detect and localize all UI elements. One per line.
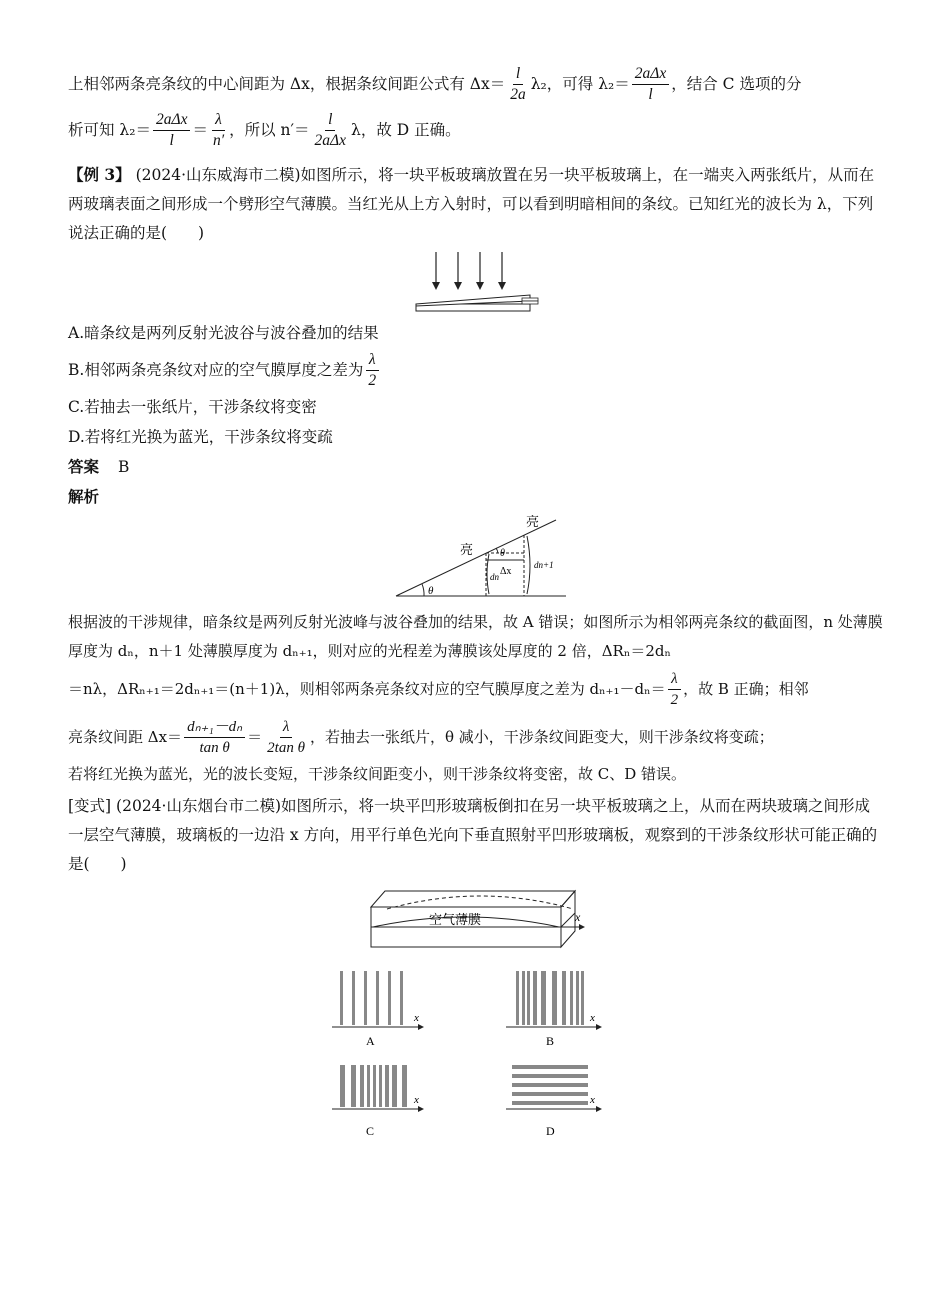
answer-label: 答案 xyxy=(68,457,100,476)
analysis-line-4: 若将红光换为蓝光，光的波长变短，干涉条纹间距变小，则干涉条纹将变密，故 C、D 错误。 xyxy=(68,765,687,783)
fraction xyxy=(210,110,227,151)
fraction-den: 2tan θ xyxy=(267,739,305,756)
label-dn: dn xyxy=(489,572,499,582)
axis-label: x xyxy=(413,1094,419,1106)
label-theta: θ xyxy=(427,585,433,597)
fraction-den: 2a xyxy=(510,85,526,103)
dn1-brace xyxy=(527,536,530,594)
text: ，所以 n′＝ xyxy=(229,121,310,139)
paper-sheet xyxy=(522,301,538,304)
analysis-label: 解析 xyxy=(68,487,100,506)
fraction-num: λ xyxy=(280,717,293,738)
wedge-line xyxy=(396,520,556,596)
example-source: (2024·山东威海市二模) xyxy=(135,166,301,184)
fraction-den: l xyxy=(169,131,174,149)
option-b xyxy=(68,348,883,392)
choice-b-fringes xyxy=(506,971,602,1048)
text: ，故 B 正确；相邻 xyxy=(683,680,809,698)
analysis-wedge-diagram xyxy=(376,514,576,604)
option-a: A.暗条纹是两列反射光波谷与波谷叠加的结果 xyxy=(68,324,379,342)
text: 析可知 λ₂＝ xyxy=(68,121,151,139)
text: 上相邻两条亮条纹的中心间距为 Δx，根据条纹间距公式有 Δx＝ xyxy=(68,75,506,93)
fraction xyxy=(668,669,682,710)
axis-label: x xyxy=(589,1094,595,1106)
variant-source: (2024·山东烟台市二模) xyxy=(116,797,282,815)
example-stem-text: 如图所示，将一块平板玻璃放置在另一块平板玻璃上，在一端夹入两张纸片，从而在两玻璃表面之间形成一个劈形空气薄膜。当红光从上方入射时，可以看到明暗相间的条纹。已知红光的波长为 λ，下列说法正确的是( ) xyxy=(68,166,875,242)
choice-label-b: B xyxy=(545,1034,554,1048)
choice-c-fringes xyxy=(332,1065,424,1138)
analysis-line-2 xyxy=(68,666,883,712)
option-c: C.若抽去一张纸片，干涉条纹将变密 xyxy=(68,398,317,416)
choice-label-c: C xyxy=(365,1124,374,1138)
glass-top-face xyxy=(371,891,575,907)
answer-value: B xyxy=(117,458,130,476)
fraction-num: 2aΔx xyxy=(632,64,669,85)
fraction-den: 2aΔx xyxy=(314,131,347,149)
fraction-num: dₙ₊₁－dₙ xyxy=(184,717,245,738)
answer-line xyxy=(68,452,883,482)
text: 亮条纹间距 Δx＝ xyxy=(68,728,183,746)
fraction xyxy=(184,717,245,758)
text: ＝ xyxy=(247,728,263,746)
fraction-den: 2 xyxy=(670,691,679,708)
fraction xyxy=(507,64,529,105)
fraction-den: 2 xyxy=(368,371,377,389)
intro-line-2 xyxy=(68,104,883,156)
plano-concave-figure xyxy=(361,883,591,953)
fraction-den: n′ xyxy=(212,131,225,149)
text: ，若抽去一张纸片，θ 减小，干涉条纹间距变大，则干涉条纹将变疏； xyxy=(309,728,774,746)
axis-label: x xyxy=(589,1012,595,1024)
option-b-text: B.相邻两条亮条纹对应的空气膜厚度之差为 xyxy=(68,361,364,379)
variant-stem xyxy=(68,792,883,879)
variant-tag: [变式] xyxy=(68,797,112,815)
fraction xyxy=(365,350,379,391)
label-bright: 亮 xyxy=(525,515,539,530)
fraction-num: l xyxy=(513,64,523,85)
option-d: D.若将红光换为蓝光，干涉条纹将变疏 xyxy=(68,428,333,446)
paper-sheet xyxy=(522,298,538,301)
text: ＝nλ，ΔRₙ₊₁＝2dₙ₊₁＝(n＋1)λ，则相邻两条亮条纹对应的空气膜厚度之差为 dₙ₊₁－dₙ＝ xyxy=(68,680,666,698)
fraction xyxy=(153,110,190,151)
text: ＝ xyxy=(192,121,208,139)
label-dn1: dn+1 xyxy=(533,560,554,570)
text: λ₂，可得 λ₂＝ xyxy=(530,75,630,93)
example-3-stem xyxy=(68,160,883,248)
fraction-num: λ xyxy=(366,350,379,371)
fraction-den: l xyxy=(648,85,653,103)
fringe-choices-figure xyxy=(326,967,626,1147)
fraction-num: l xyxy=(325,110,335,131)
fraction xyxy=(632,64,669,105)
theta-arc xyxy=(422,584,424,596)
glass-side-face xyxy=(561,891,575,947)
air-film-label: 空气薄膜 xyxy=(428,913,481,928)
fraction-num: 2aΔx xyxy=(153,110,190,131)
fraction-num: λ xyxy=(668,669,681,690)
axis-label: x xyxy=(413,1012,419,1024)
theta-arc xyxy=(496,548,498,553)
text: λ，故 D 正确。 xyxy=(351,121,461,139)
fraction-den: tan θ xyxy=(199,739,230,756)
wedge-setup-figure xyxy=(406,248,546,318)
example-tag: 【例 3】 xyxy=(68,165,131,184)
analysis-line-3 xyxy=(68,712,883,762)
intro-line-1 xyxy=(68,64,883,104)
analysis-paragraph: 根据波的干涉规律，暗条纹是两列反射光波峰与波谷叠加的结果，故 A 错误；如图所示为相邻两亮条纹的截面图，n 处薄膜厚度为 dₙ，n＋1 处薄膜厚度为 dₙ₊₁，则对应的光程差为薄膜该处厚度的 2 倍，ΔRₙ＝2dₙ xyxy=(68,613,883,660)
fraction xyxy=(312,110,349,151)
label-theta: θ xyxy=(499,548,505,559)
fraction xyxy=(264,717,308,758)
text: ，结合 C 选项的分 xyxy=(671,75,802,93)
page xyxy=(68,64,883,1147)
fraction-num: λ xyxy=(212,110,225,131)
label-dx: Δx xyxy=(499,566,511,577)
choice-label-a: A xyxy=(365,1034,375,1048)
label-bright: 亮 xyxy=(459,543,473,558)
choice-a-fringes xyxy=(332,971,424,1048)
variant-stem-text: 如图所示，将一块平凹形玻璃板倒扣在另一块平板玻璃之上，从而在两块玻璃之间形成一层空气薄膜，玻璃板的一边沿 x 方向，用平行单色光向下垂直照射平凹形玻璃板，观察到的干涉条纹形状可能正确的是( ) xyxy=(68,797,878,873)
choice-label-d: D xyxy=(545,1124,555,1138)
choice-d-fringes xyxy=(506,1065,602,1138)
axis-label: x xyxy=(574,910,580,924)
